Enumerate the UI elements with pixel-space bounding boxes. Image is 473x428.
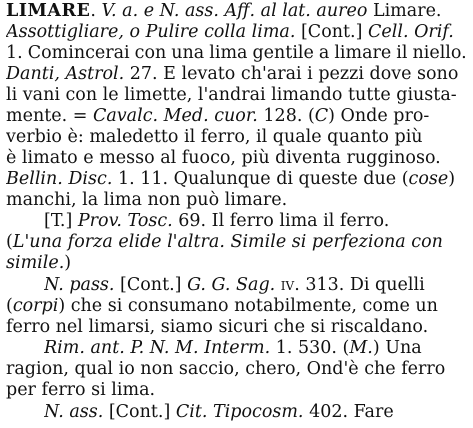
text-segment: Bellin. Disc. — [6, 169, 113, 189]
entry-line — [6, 168, 467, 191]
text-segment: ) Onde pro- — [328, 106, 430, 126]
text-segment: . 313. Di quelli — [294, 275, 425, 295]
text-segment: [T.] — [44, 211, 78, 231]
entry-line — [6, 84, 467, 107]
text-segment: per ferro si lima. — [6, 380, 156, 400]
entry-line — [44, 210, 467, 233]
text-segment: li vani con le limette, l'andrai limando tutte giusta- — [6, 85, 457, 105]
text-segment: Danti, Astrol. — [6, 64, 125, 84]
text-segment: G. G. Sag. — [187, 275, 276, 295]
entry-line — [6, 147, 467, 170]
text-segment: 1. 530. ( — [270, 338, 350, 358]
text-segment: ( — [6, 296, 13, 316]
entry-line — [6, 358, 467, 381]
text-segment: Rim. ant. P. N. M. Interm. — [44, 338, 271, 358]
entry-line — [6, 21, 467, 44]
text-segment: Limare. — [367, 1, 442, 21]
text-segment: [Cont.] — [103, 402, 176, 422]
text-segment: iv — [280, 275, 295, 295]
text-segment: Cavalc. Med. cuor. — [92, 106, 258, 126]
text-segment: 1. 11. Qualunque di queste due ( — [112, 169, 409, 189]
entry-line — [6, 0, 467, 23]
entry-line — [6, 105, 467, 128]
entry-line — [6, 252, 467, 275]
entry-line — [6, 295, 467, 318]
text-segment: Prov. Tosc. — [77, 211, 173, 231]
entry-line — [6, 189, 467, 212]
text-segment: 128. ( — [257, 106, 315, 126]
text-segment: M. — [349, 338, 373, 358]
entry-line — [6, 231, 467, 254]
entry-line — [44, 337, 467, 360]
text-segment: ) — [64, 253, 72, 273]
text-segment: Cell. Orif. — [368, 22, 454, 42]
text-segment: ) — [448, 169, 456, 189]
text-segment: è limato e messo al fuoco, più diventa rugginoso. — [6, 148, 441, 168]
entry-line — [6, 316, 467, 339]
text-segment: N. pass. — [44, 275, 115, 295]
text-segment: ) che si consumano notabilmente, come un — [58, 296, 438, 316]
text-segment: corpi — [12, 296, 59, 316]
text-segment: Assottigliare, o Pulire colla lima. — [6, 22, 296, 42]
text-segment: 69. Il ferro lima il ferro. — [172, 211, 390, 231]
entry-line — [6, 42, 467, 65]
text-segment: C — [314, 106, 329, 126]
text-segment: cose — [408, 169, 449, 189]
text-segment: [Cont.] — [114, 275, 188, 295]
text-segment: 1. Comincerai con una lima gentile a limare il niello. — [6, 43, 467, 63]
text-segment: V. a. e N. ass. Aff. al lat. aureo — [101, 1, 368, 21]
entry-line — [6, 63, 467, 86]
text-segment: 402. Fare — [303, 402, 394, 422]
text-segment: manchi, la lima non può limare. — [6, 190, 288, 210]
entry-line — [6, 126, 467, 149]
text-segment: simile. — [6, 253, 65, 273]
text-segment: L'una forza elide l'altra. Simile si perfeziona con — [12, 232, 443, 252]
entry-line — [44, 401, 467, 424]
text-segment: ferro nel limarsi, siamo sicuri che si riscaldano. — [6, 317, 429, 337]
text-segment: . — [90, 1, 102, 21]
text-segment: N. ass. — [44, 402, 104, 422]
text-segment: ) Una — [372, 338, 422, 358]
text-segment: ( — [6, 232, 13, 252]
entry-line — [6, 379, 467, 402]
headword: LIMARE — [6, 1, 91, 21]
text-segment: mente. = — [6, 106, 93, 126]
text-segment: verbio è: maledetto il ferro, il quale quanto più — [6, 127, 423, 147]
entry-line — [44, 274, 467, 297]
text-segment: Cit. Tipocosm. — [175, 402, 304, 422]
text-segment: [Cont.] — [295, 22, 368, 42]
text-segment: ragion, qual io non saccio, chero, Ond'è che ferro — [6, 359, 446, 379]
text-segment: 27. E levato ch'arai i pezzi dove sono — [124, 64, 459, 84]
